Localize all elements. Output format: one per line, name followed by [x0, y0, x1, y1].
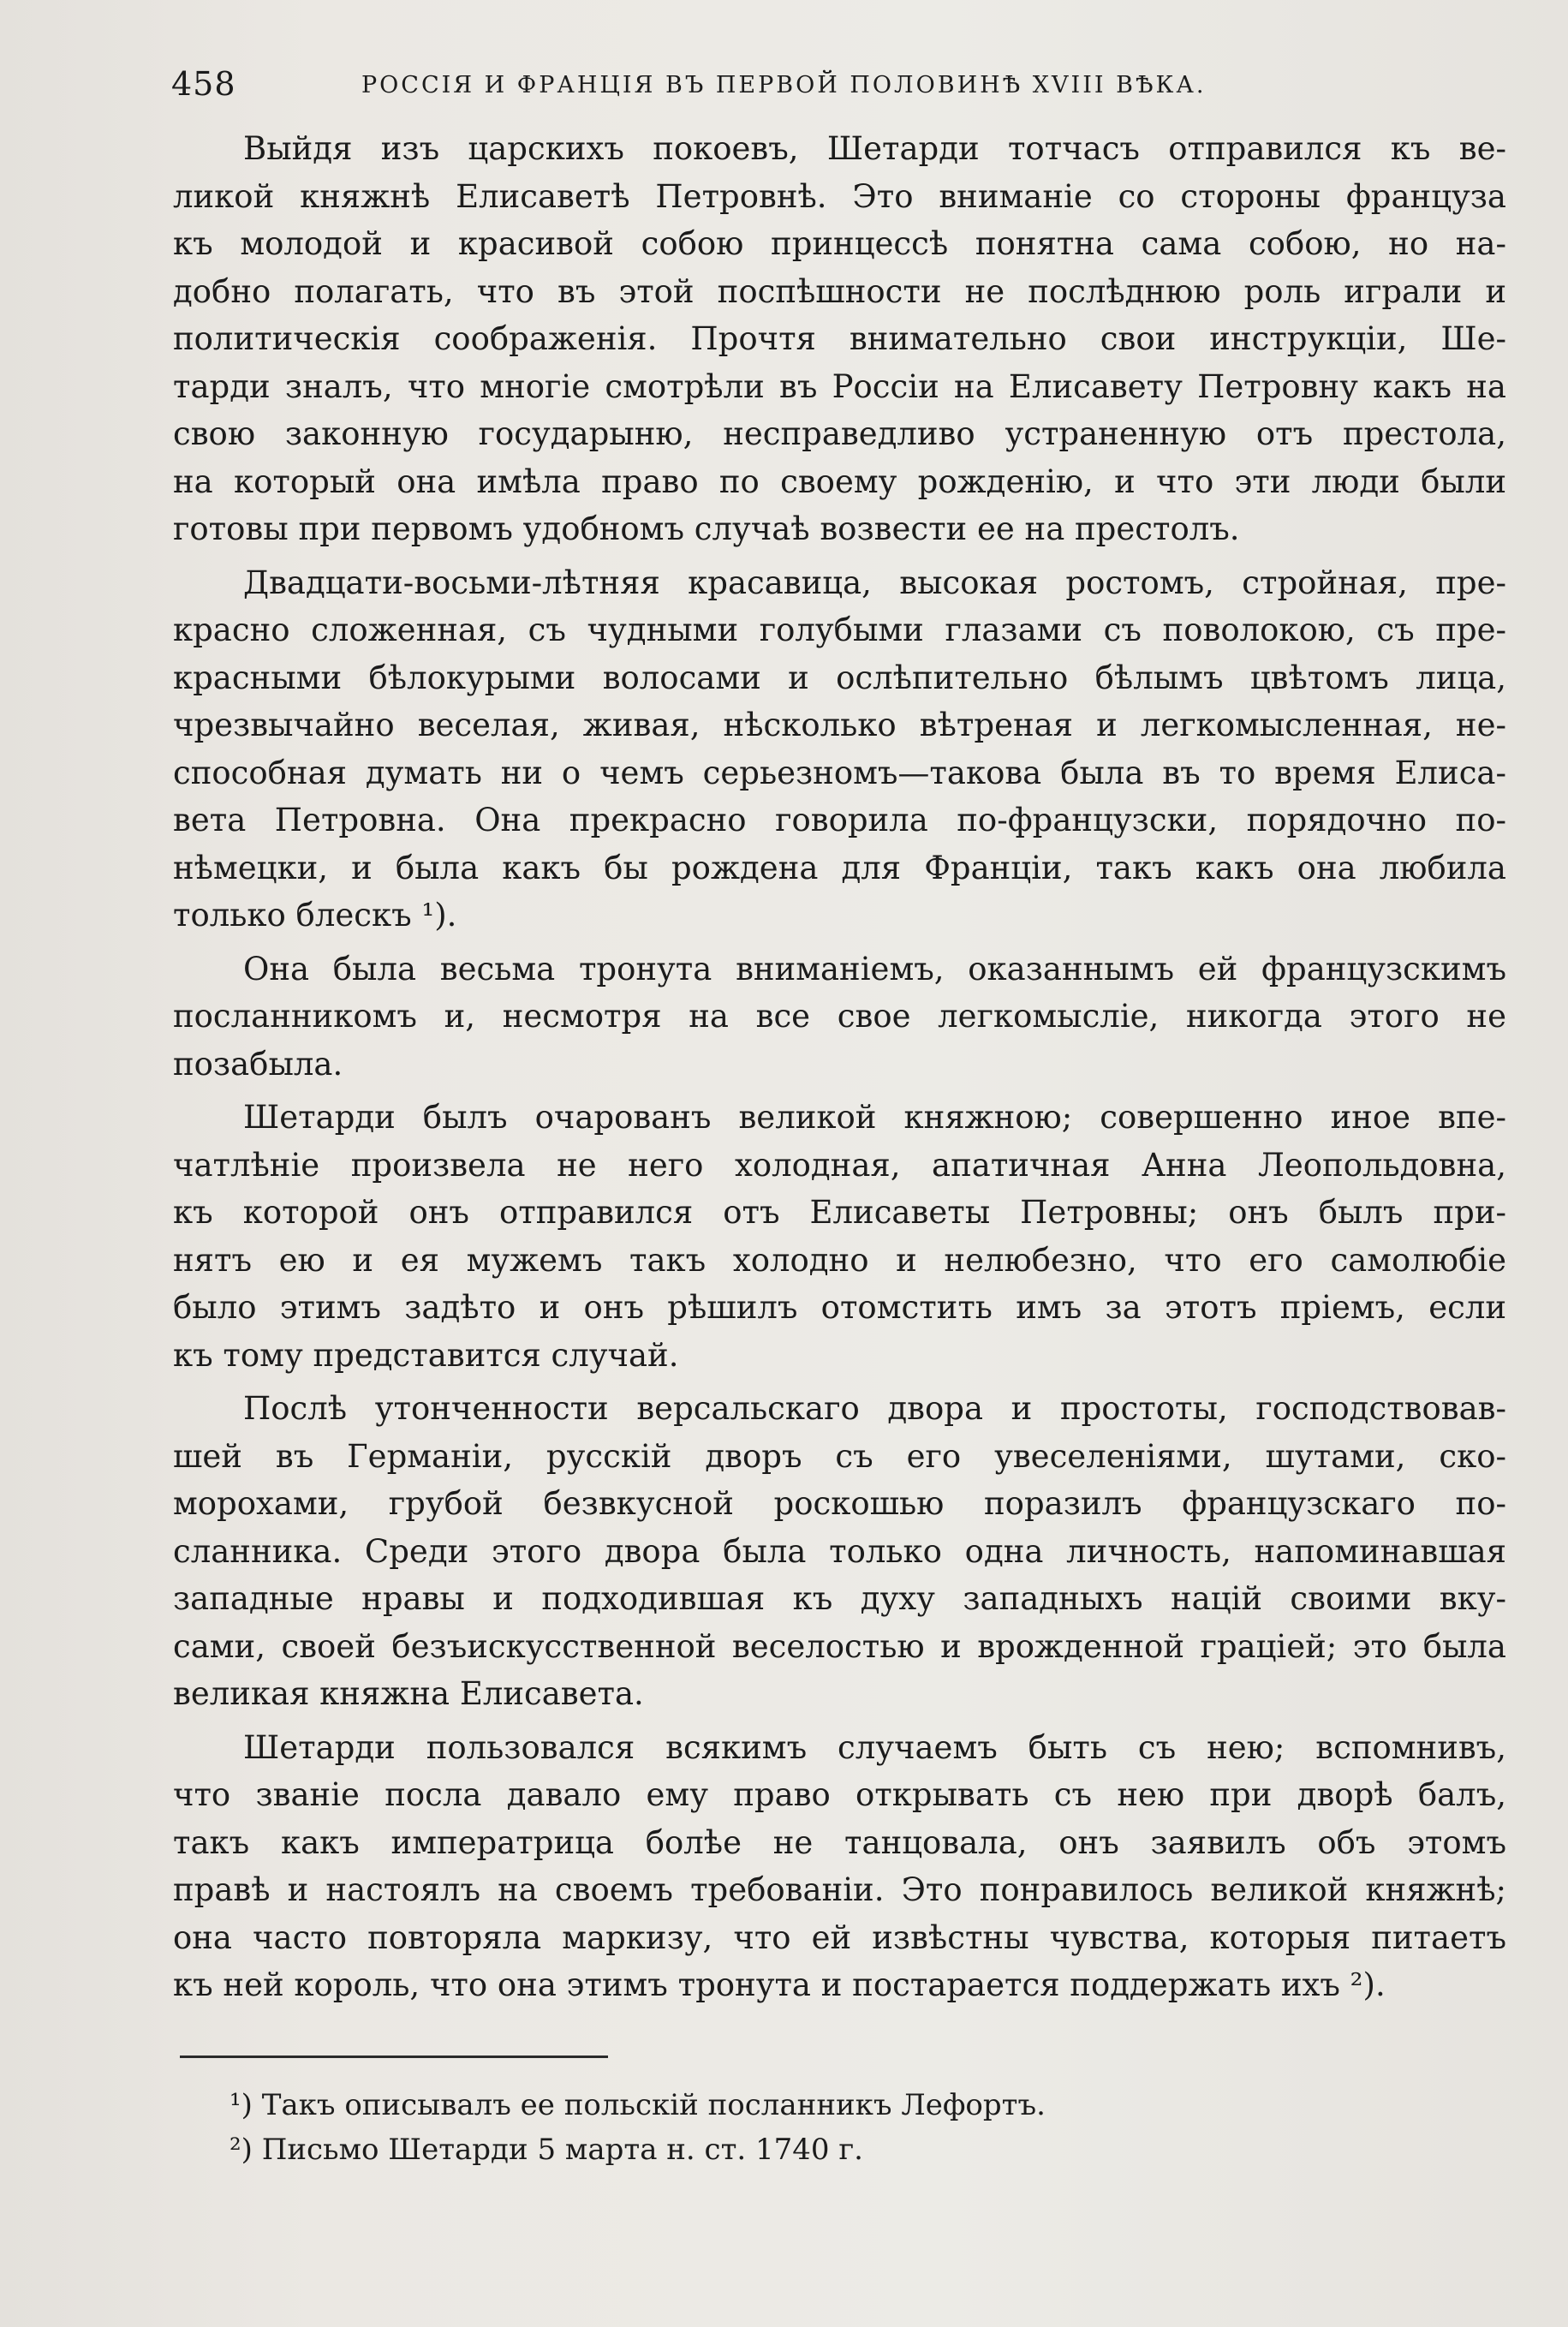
page-number: 458	[171, 65, 236, 103]
text-line: позабыла.	[173, 1045, 343, 1083]
footnote: ¹) Такъ описывалъ ее польскій посланникъ Лефортъ.	[230, 2088, 1046, 2122]
text-line: нятъ ею и ея мужемъ такъ холодно и нелюбезно, что его самолюбіе	[173, 1241, 1506, 1279]
paragraph	[173, 946, 1506, 1089]
footnote-divider	[180, 2056, 608, 2058]
text-line: только блескъ ¹).	[173, 897, 457, 934]
text-line: къ ней король, что она этимъ тронута и постарается поддержать ихъ ²).	[173, 1966, 1386, 2003]
text-line: посланникомъ и, несмотря на все свое легкомысліе, никогда этого не	[173, 998, 1506, 1035]
body-text	[173, 125, 1506, 2015]
text-line: свою законную государыню, несправедливо устраненную отъ престола,	[173, 415, 1506, 452]
paragraph	[173, 559, 1506, 940]
page-header	[171, 65, 1507, 116]
text-line: политическія соображенія. Прочтя внимательно свои инструкціи, Ше-	[173, 320, 1506, 357]
text-line: она часто повторяла маркизу, что ей извѣстны чувства, которыя питаетъ	[173, 1918, 1506, 1956]
text-line: на который она имѣла право по своему рожденію, и что эти люди были	[173, 462, 1506, 500]
text-line: сланника. Среди этого двора была только одна личность, напоминавшая	[173, 1532, 1506, 1570]
text-line: красными бѣлокурыми волосами и ослѣпительно бѣлымъ цвѣтомъ лица,	[173, 659, 1506, 696]
text-line: къ тому представится случай.	[173, 1336, 679, 1374]
running-head: РОССІЯ И ФРАНЦІЯ ВЪ ПЕРВОЙ ПОЛОВИНѢ XVIII ВѢКА.	[361, 72, 1207, 98]
text-line: западные нравы и подходившая къ духу западныхъ націй своими вку-	[173, 1580, 1506, 1617]
text-line: красно сложенная, съ чудными голубыми глазами съ поволокою, съ пре-	[173, 612, 1506, 648]
text-line: готовы при первомъ удобномъ случаѣ возвести ее на престолъ.	[173, 510, 1240, 547]
text-line: сами, своей безъискусственной веселостью и врожденной граціей; это была	[173, 1627, 1506, 1665]
paragraph	[173, 1724, 1506, 2009]
text-line: тарди зналъ, что многіе смотрѣли въ Россіи на Елисавету Петровну какъ на	[173, 367, 1506, 405]
text-line: правѣ и настоялъ на своемъ требованіи. Это понравилось великой княжнѣ;	[173, 1871, 1506, 1908]
text-line: къ которой онъ отправился отъ Елисаветы Петровны; онъ былъ при-	[173, 1194, 1506, 1231]
footnote: ²) Письмо Шетарди 5 марта н. ст. 1740 г.	[230, 2133, 863, 2167]
text-line: шей въ Германіи, русскій дворъ съ его увеселеніями, шутами, ско-	[173, 1437, 1506, 1475]
text-line: вета Петровна. Она прекрасно говорила по-французски, порядочно по-	[173, 802, 1506, 838]
paragraph	[173, 1094, 1506, 1379]
text-line: было этимъ задѣто и онъ рѣшилъ отомстить имъ за этотъ пріемъ, если	[173, 1289, 1506, 1326]
text-line: такъ какъ императрица болѣе не танцовала, онъ заявилъ объ этомъ	[173, 1823, 1506, 1861]
text-line: добно полагать, что въ этой поспѣшности не послѣднюю роль играли и	[173, 272, 1506, 310]
text-line: Двадцати-восьми-лѣтняя красавица, высокая ростомъ, стройная, пре-	[243, 564, 1506, 601]
text-line: ликой княжнѣ Елисаветѣ Петровнѣ. Это вниманіе со стороны француза	[173, 177, 1506, 215]
text-line: Послѣ утонченности версальскаго двора и простоты, господствовав-	[243, 1390, 1506, 1427]
paragraph	[173, 1385, 1506, 1718]
text-line: къ молодой и красивой собою принцессѣ понятна сама собою, но на-	[173, 225, 1506, 262]
text-line: морохами, грубой безвкусной роскошью поразилъ французскаго по-	[173, 1485, 1506, 1522]
text-line: способная думать ни о чемъ серьезномъ—такова была въ то время Елиса-	[173, 754, 1506, 791]
text-line: нѣмецки, и была какъ бы рождена для Франціи, такъ какъ она любила	[173, 849, 1506, 886]
text-line: Выйдя изъ царскихъ покоевъ, Шетарди тотчасъ отправился къ ве-	[243, 130, 1506, 167]
text-line: чатлѣніе произвела не него холодная, апатичная Анна Леопольдовна,	[173, 1146, 1506, 1184]
text-line: чрезвычайно веселая, живая, нѣсколько вѣтреная и легкомысленная, не-	[173, 707, 1506, 743]
text-line: Шетарди пользовался всякимъ случаемъ быть съ нею; вспомнивъ,	[243, 1728, 1506, 1766]
footnotes	[230, 2083, 1428, 2172]
text-line: великая княжна Елисавета.	[173, 1675, 644, 1712]
text-line: что званіе посла давало ему право открывать съ нею при дворѣ балъ,	[173, 1776, 1506, 1813]
text-line: Шетарди былъ очарованъ великой княжною; совершенно иное впе-	[243, 1099, 1506, 1136]
text-line: Она была весьма тронута вниманіемъ, оказаннымъ ей французскимъ	[243, 950, 1506, 987]
paragraph	[173, 125, 1506, 553]
